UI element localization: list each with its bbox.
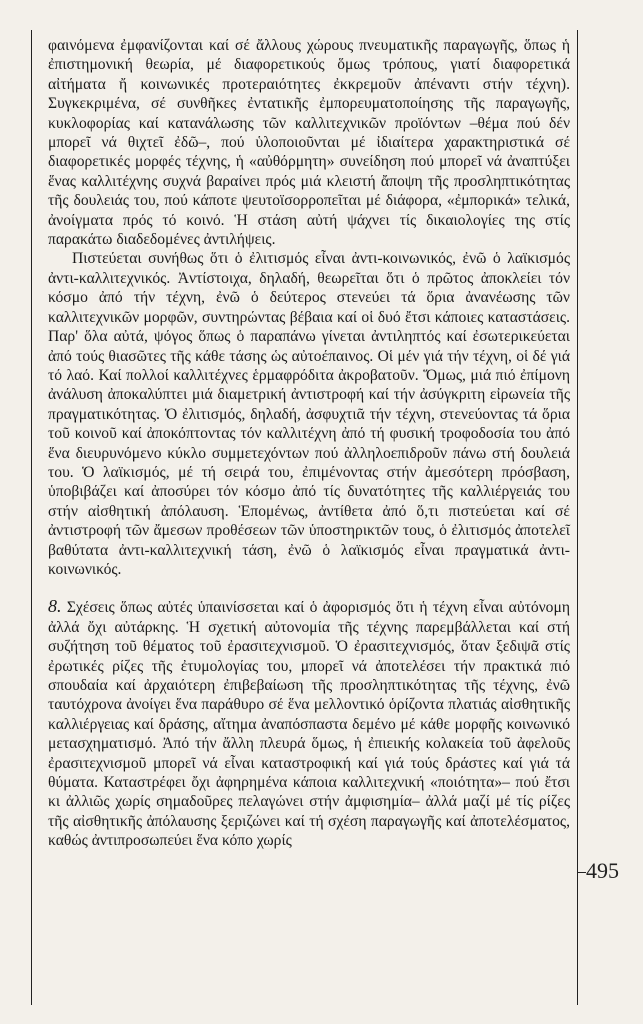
paragraph-continuation: φαινόμενα ἐμφανίζονται καί σέ ἄλλους χώρους πνευματικῆς παραγωγῆς, ὅπως ἡ ἐπιστημονική θεωρία, μέ διαφορετικούς ὅμως τρόπους, γιατί διαφορετικά αἰτήματα ἤ κοινωνικές προτεραιότητες ἐκκρεμοῦν ἀπέναντι στήν τέχνη). Συγκεκριμένα, σέ συνθῆκες ἐντατικῆς ἐμπορευματοποίησης τῆς παραγωγῆς, κυκλοφορίας καί κατανάλωσης τῶν καλλιτεχνικῶν προϊόντων –θέμα πού δέν μπορεῖ νά θιχτεῖ ἐδῶ–, πού ὑλοποιοῦνται μέ ἰδιαίτερα χαρακτηριστικά σέ διαφορετικές μορφές τέχνης, ἡ «αὐθόρμητη» συνείδηση πού μπορεῖ νά ἀναπτύξει ἕνας καλλιτέχνης συχνά βαραίνει πρός μιά κλειστή ἄποψη τῆς προσληπτικότητας τῆς δουλειάς του, πού κάποτε ψευτοϊσορροπεῖται μέ διάφορα, «ἐμπορικά» τελικά, ἀνοίγματα πρός τό κοινό. Ἡ στάση αὐτή ψάχνει τίς δικαιολογίες της στίς παρακάτω διαδεδομένες ἀντιλήψεις. [48,37,570,249]
page-number-tick [578,872,586,873]
right-margin-rule [577,30,578,1005]
section-8-text: Σχέσεις ὅπως αὐτές ὑπαινίσσεται καί ὁ ἀφορισμός ὅτι ἡ τέχνη εἶναι αὐτόνομη ἀλλά ὄχι αὐτάρκης. Ἡ σχετική αὐτονομία τῆς τέχνης παρεμβάλλεται καί στή συζήτηση τοῦ θέματος τοῦ ἐρασιτεχνισμοῦ. Ὁ ἐρασιτεχνισμός, ὅταν ξεδιψᾶ στίς ἐρωτικές ρίζες τῆς ἐτυμολογίας του, μπορεῖ νά ἀποτελέσει τήν πρακτικά πιό σπουδαία καί ἀρχαιότερη ἐπιβεβαίωση τῆς προσληπτικότητας τῆς τέχνης, ἐνῶ ταυτόχρονα ἀνοίγει ἕνα παράθυρο σέ ἕνα μελλοντικό ὁρίζοντα πλατιάς αἰσθητικῆς καλλιέργειας καί δράσης, αἴτημα ἀναπόσπαστα δεμένο μέ κάθε μορφῆς κοινωνικό μετασχηματισμό. Ἀπό τήν ἄλλη πλευρά ὅμως, ἡ ἐπιεικής κολακεία τοῦ ἀφελοῦς ἐρασιτεχνισμοῦ μπορεῖ νά εἶναι καταστροφική καί γιά τούς δράστες καί γιά τά θύματα. Καταστρέφει ὄχι ἀφηρημένα κάποια καλλιτεχνική «ποιότητα»– πού ἔτσι κι ἀλλιῶς χωρίς σημαδοῦρες πελαγώνει στήν ἀμφισημία– ἀλλά μαζί μέ τίς ρίζες τῆς αἰσθητικῆς ἀπόλαυσης ξεριζώνει καί τή σχέση παραγωγῆς καί ἀποτελέσματος, καθώς ἀντιπροσωπεύει ἕνα κόπο χωρίς [48,599,570,850]
paragraph-elitism-populism: Πιστεύεται συνήθως ὅτι ὁ ἐλιτισμός εἶναι ἀντι-κοινωνικός, ἐνῶ ὁ λαϊκισμός ἀντι-καλλιτεχνικός. Ἀντίστοιχα, δηλαδή, θεωρεῖται ὅτι ὁ πρῶτος ἀποκλείει τόν κόσμο ἀπό τήν τέχνη, ἐνῶ ὁ δεύτερος στενεύει τά ὅρια ἀνανέωσης τῶν καλλιτεχνικῶν μορφῶν, συντηρώντας βέβαια καί οἱ δυό ἔτσι κάποιες καταστάσεις. Παρ' ὅλα αὐτά, ψόγος ὅπως ὁ παραπάνω γίνεται ἀντιληπτός καί ἐσωτερικεύεται ἀπό τούς θιασῶτες τῆς κάθε τάσης ὡς αὐτοέπαινος. Οἱ μέν γιά τήν τέχνη, οἱ δέ γιά τό λαό. Καί πολλοί καλλιτέχνες ἑρμαφρόδιτα ἀκροβατοῦν. Ὅμως, μιά πιό ἐπίμονη ἀνάλυση ἀποκαλύπτει μιά διαμετρική ἀντιστροφή καί τήν ἀσύγκριτη εἰρωνεία τῆς πραγματικότητας. Ὁ ἐλιτισμός, δηλαδή, ἀσφυχτιᾶ τήν τέχνη, στενεύοντας τά ὅρια τοῦ κοινοῦ καί ἀποκόπτοντας τόν καλλιτέχνη ἀπό τή φυσική τροφοδοσία του ἀπό ἕνα διευρυνόμενο κύκλο συμμετεχόντων πού ἀλληλοεπιδροῦν πάνω στή δουλειά του. Ὁ λαϊκισμός, μέ τή σειρά του, ἐπιμένοντας στήν ἀμεσότερη πρόσβαση, ὑποβιβάζει καί ἀποσύρει τόν κόσμο ἀπό τίς δυνατότητες τῆς καλλιέργειάς του στήν αἰσθητική ἀπόλαυση. Ἑπομένως, ἀντίθετα ἀπό ὅ,τι πιστεύεται καί σέ ἀντιστροφή τῶν ἄμεσων προθέσεων τῶν ὑποστηρικτῶν τους, ὁ ἐλιτισμός ἀποτελεῖ βαθύτατα ἀντι-καλλιτεχνική τάση, ἐνῶ ὁ λαϊκισμός εἶναι πραγματικά ἀντι-κοινωνικός. [48,250,570,578]
left-margin-rule [31,30,32,1005]
page-number: 495 [586,858,619,883]
section-8-paragraph [48,597,570,850]
section-number: 8. [48,596,62,617]
body-text [48,36,570,851]
